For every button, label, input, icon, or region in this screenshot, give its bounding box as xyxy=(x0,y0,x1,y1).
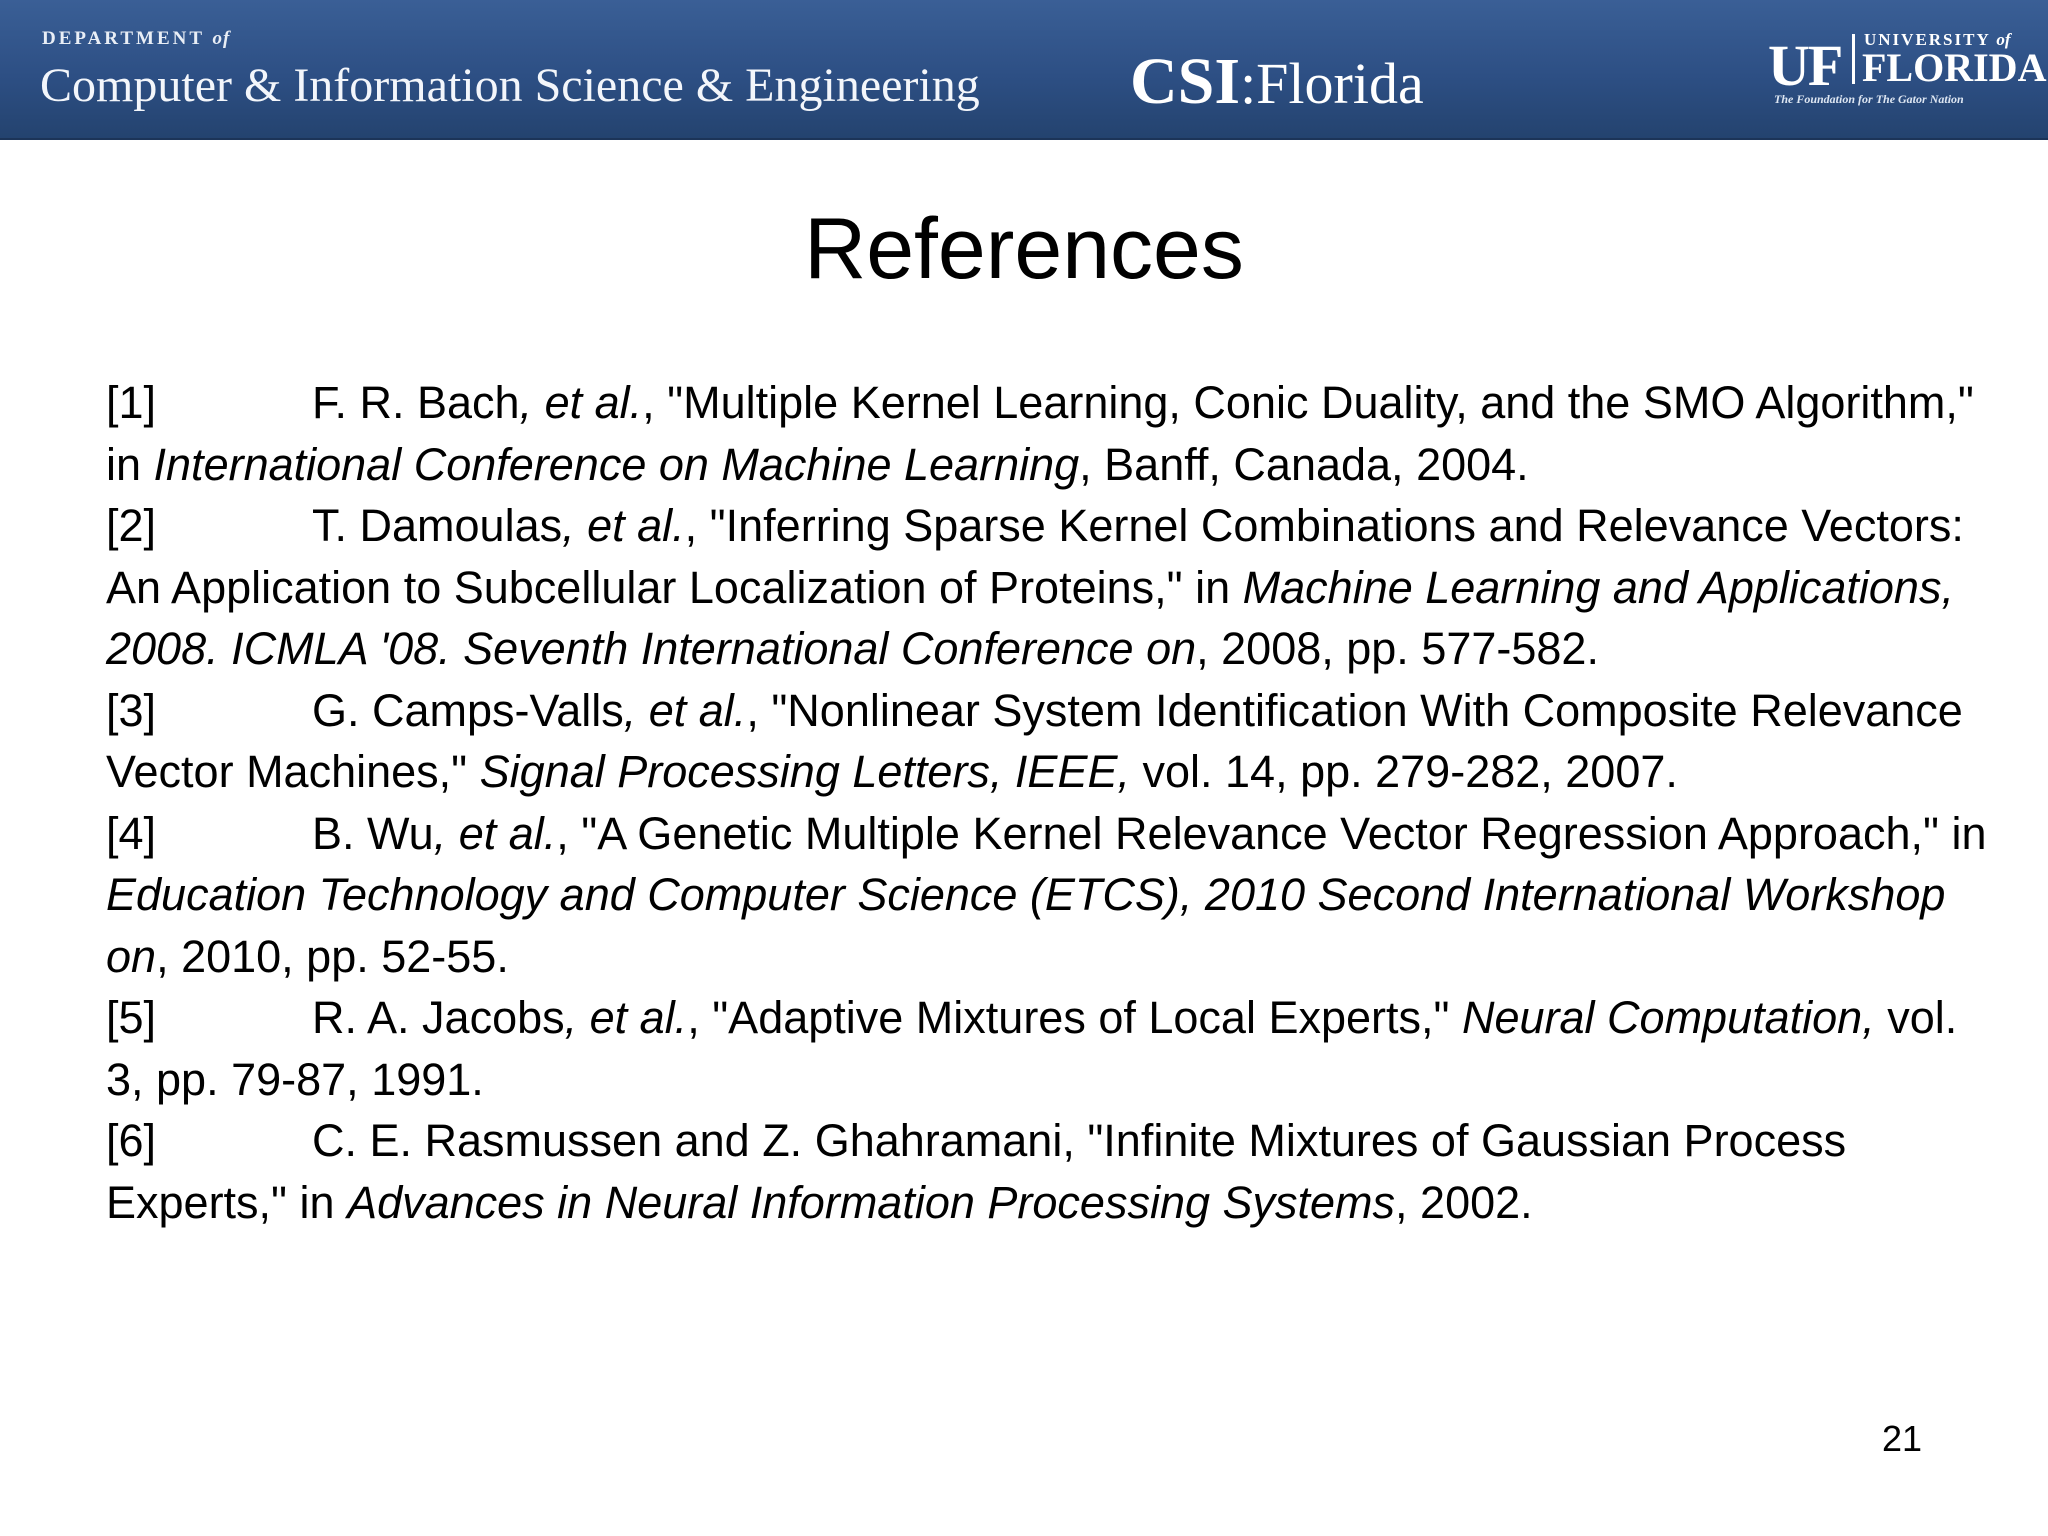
uf-of-word: of xyxy=(1996,30,2011,49)
reference-venue: Signal Processing Letters, IEEE, xyxy=(479,746,1130,797)
slide-title: References xyxy=(804,201,1244,297)
reference-et-al: , et al. xyxy=(564,992,688,1043)
reference-number: [5] xyxy=(106,992,157,1043)
uf-logo xyxy=(1768,28,2047,108)
reference-details: , 2008, pp. 577-582. xyxy=(1196,623,1599,674)
uf-mark: UF xyxy=(1768,33,1842,98)
reference-title: , "Multiple Kernel Learning, Conic Duality, and the SMO Algorithm," in xyxy=(106,377,1974,490)
reference-number: [3] xyxy=(106,684,157,736)
reference-et-al: , et al. xyxy=(562,500,685,551)
uf-university-word: UNIVERSITY xyxy=(1864,30,1991,49)
uf-tagline: The Foundation for The Gator Nation xyxy=(1774,92,1964,106)
reference-venue: Education Technology and Computer Science (ETCS), 2010 Second International Workshop on xyxy=(106,869,1946,982)
slide-header xyxy=(0,0,2048,140)
reference-title: , "A Genetic Multiple Kernel Relevance Vector Regression Approach," in xyxy=(556,807,1987,859)
reference-list xyxy=(106,372,2006,1233)
reference-et-al: , et al. xyxy=(519,377,643,428)
uf-logo-divider xyxy=(1852,34,1855,84)
reference-title: , "Adaptive Mixtures of Local Experts," xyxy=(687,992,1462,1043)
reference-item xyxy=(106,372,2006,495)
department-name: Computer & Information Science & Engineering xyxy=(40,59,980,112)
csi-florida-logo xyxy=(1130,44,1424,120)
reference-et-al: , et al. xyxy=(433,807,557,859)
reference-details: vol. 3, pp. 79-87, 1991. xyxy=(106,992,1958,1105)
reference-number: [4] xyxy=(106,807,157,859)
reference-item xyxy=(106,495,2006,680)
reference-item xyxy=(106,1110,2006,1233)
reference-authors: G. Camps-Valls xyxy=(312,684,624,736)
reference-et-al: , et al. xyxy=(623,684,747,736)
csi-logo-rest: :Florida xyxy=(1240,51,1424,116)
reference-venue: Machine Learning and Applications, 2008. ICMLA '08. Seventh International Conference on xyxy=(106,561,1954,674)
csi-logo-bold: CSI xyxy=(1130,45,1241,118)
reference-title: , "Inferring Sparse Kernel Combinations and Relevance Vectors: An Application to Subcellular Localization of Proteins," in xyxy=(106,500,1964,613)
reference-authors: B. Wu xyxy=(312,807,434,859)
reference-item xyxy=(106,680,2006,803)
reference-venue: Neural Computation, xyxy=(1461,992,1875,1043)
reference-number: [2] xyxy=(106,500,157,551)
page-number: 21 xyxy=(1882,1418,1923,1459)
reference-item xyxy=(106,987,2006,1110)
reference-title: , "Nonlinear System Identification With Composite Relevance Vector Machines," xyxy=(106,684,1963,797)
reference-details: , Banff, Canada, 2004. xyxy=(1079,438,1529,490)
reference-authors: C. E. Rasmussen and Z. Ghahramani xyxy=(312,1115,1063,1166)
reference-details: , 2002. xyxy=(1395,1176,1533,1228)
uf-florida-word: FLORIDA xyxy=(1862,45,2047,90)
department-of: of xyxy=(212,28,231,49)
reference-title: , "Infinite Mixtures of Gaussian Process Experts," in xyxy=(106,1115,1847,1228)
department-word: DEPARTMENT xyxy=(42,28,205,49)
reference-authors: T. Damoulas xyxy=(312,500,563,551)
reference-number: [1] xyxy=(106,377,157,428)
reference-authors: R. A. Jacobs xyxy=(312,992,565,1043)
reference-item xyxy=(106,803,2006,988)
reference-venue: Advances in Neural Information Processing Systems xyxy=(347,1176,1396,1228)
reference-venue: International Conference on Machine Learning xyxy=(153,438,1080,490)
reference-number: [6] xyxy=(106,1115,157,1166)
reference-authors: F. R. Bach xyxy=(312,377,520,428)
reference-details: , 2010, pp. 52-55. xyxy=(156,930,509,982)
department-label xyxy=(42,28,230,50)
reference-details: vol. 14, pp. 279-282, 2007. xyxy=(1129,746,1678,797)
